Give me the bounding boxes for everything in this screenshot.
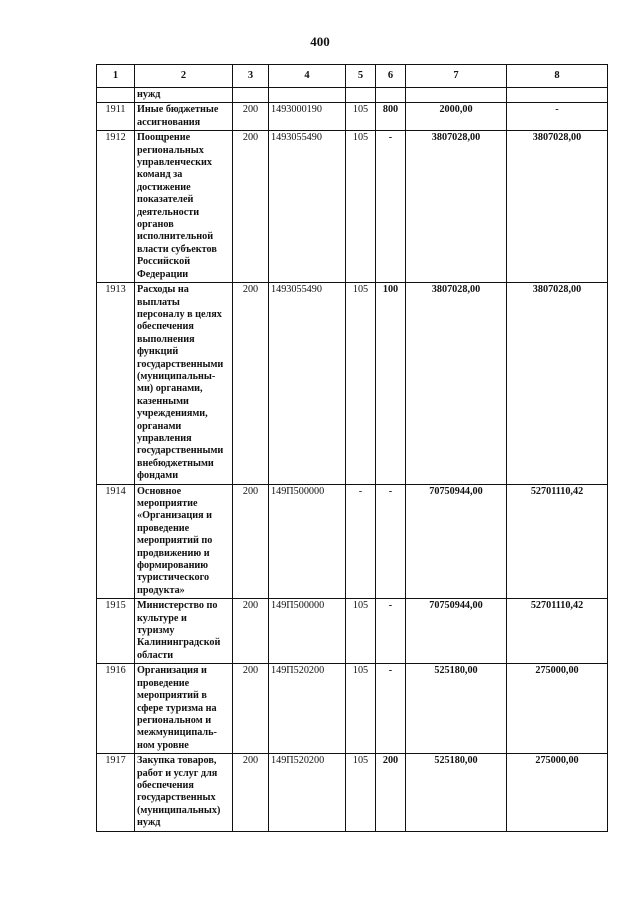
col6-cell: - — [376, 484, 406, 599]
col8-amount: 3807028,00 — [507, 131, 608, 283]
row-number: 1916 — [97, 664, 135, 754]
col8-amount: - — [507, 103, 608, 131]
col5-cell: 105 — [346, 754, 376, 831]
table-row — [97, 484, 608, 599]
continuation-row — [97, 88, 608, 103]
row-number: 1913 — [97, 283, 135, 485]
table-row — [97, 599, 608, 664]
row-name: Закупка товаров, работ и услуг для обеспечения государственных (муниципальных) нужд — [135, 754, 233, 831]
table-row — [97, 754, 608, 831]
row-number: 1914 — [97, 484, 135, 599]
table-row — [97, 131, 608, 283]
col8-amount: 275000,00 — [507, 664, 608, 754]
col4-cell: 1493000190 — [269, 103, 346, 131]
col8-amount: 52701110,42 — [507, 484, 608, 599]
continuation-text: нужд — [135, 88, 233, 103]
col6-cell: 200 — [376, 754, 406, 831]
table-row — [97, 283, 608, 485]
column-header: 7 — [406, 65, 507, 88]
col7-amount: 525180,00 — [406, 754, 507, 831]
col5-cell: - — [346, 484, 376, 599]
col3-cell: 200 — [233, 103, 269, 131]
row-name: Расходы на выплаты персоналу в целях обеспечения выполнения функций государственными (муниципальны- ми) органами, казенными учреждениями, органами управления государственными внебюджетными фондами — [135, 283, 233, 485]
row-name: Иные бюджетные ассигнования — [135, 103, 233, 131]
column-header: 2 — [135, 65, 233, 88]
col3-cell: 200 — [233, 283, 269, 485]
row-name: Основное мероприятие «Организация и проведение мероприятий по продвижению и формированию туристического продукта» — [135, 484, 233, 599]
col6-cell: 100 — [376, 283, 406, 485]
col5-cell: 105 — [346, 103, 376, 131]
col8-amount: 3807028,00 — [507, 283, 608, 485]
column-header: 6 — [376, 65, 406, 88]
col4-cell: 1493055490 — [269, 131, 346, 283]
col7-amount: 70750944,00 — [406, 599, 507, 664]
page-number: 400 — [310, 34, 330, 49]
col4-cell: 1493055490 — [269, 283, 346, 485]
col7-amount: 2000,00 — [406, 103, 507, 131]
col3-cell: 200 — [233, 599, 269, 664]
row-name: Организация и проведение мероприятий в сфере туризма на региональном и межмуниципаль- ном уровне — [135, 664, 233, 754]
col8-amount: 275000,00 — [507, 754, 608, 831]
row-name: Поощрение региональных управленческих команд за достижение показателей деятельности органов исполнительной власти субъектов Российской Федерации — [135, 131, 233, 283]
col4-cell: 149П520200 — [269, 754, 346, 831]
column-header-row — [97, 65, 608, 88]
col7-amount: 3807028,00 — [406, 283, 507, 485]
row-number: 1915 — [97, 599, 135, 664]
col4-cell: 149П520200 — [269, 664, 346, 754]
col3-cell: 200 — [233, 131, 269, 283]
col8-amount: 52701110,42 — [507, 599, 608, 664]
col6-cell: - — [376, 599, 406, 664]
col6-cell: 800 — [376, 103, 406, 131]
col6-cell: - — [376, 664, 406, 754]
table-row — [97, 664, 608, 754]
row-number: 1911 — [97, 103, 135, 131]
table-row — [97, 103, 608, 131]
row-number: 1912 — [97, 131, 135, 283]
column-header: 4 — [269, 65, 346, 88]
col7-amount: 525180,00 — [406, 664, 507, 754]
col3-cell: 200 — [233, 754, 269, 831]
col3-cell: 200 — [233, 664, 269, 754]
column-header: 8 — [507, 65, 608, 88]
column-header: 3 — [233, 65, 269, 88]
column-header: 5 — [346, 65, 376, 88]
col5-cell: 105 — [346, 283, 376, 485]
col7-amount: 3807028,00 — [406, 131, 507, 283]
col3-cell: 200 — [233, 484, 269, 599]
col5-cell: 105 — [346, 664, 376, 754]
col7-amount: 70750944,00 — [406, 484, 507, 599]
col4-cell: 149П500000 — [269, 484, 346, 599]
col5-cell: 105 — [346, 131, 376, 283]
col4-cell: 149П500000 — [269, 599, 346, 664]
column-header: 1 — [97, 65, 135, 88]
col5-cell: 105 — [346, 599, 376, 664]
budget-table — [96, 64, 608, 832]
col6-cell: - — [376, 131, 406, 283]
row-number: 1917 — [97, 754, 135, 831]
row-name: Министерство по культуре и туризму Калининградской области — [135, 599, 233, 664]
